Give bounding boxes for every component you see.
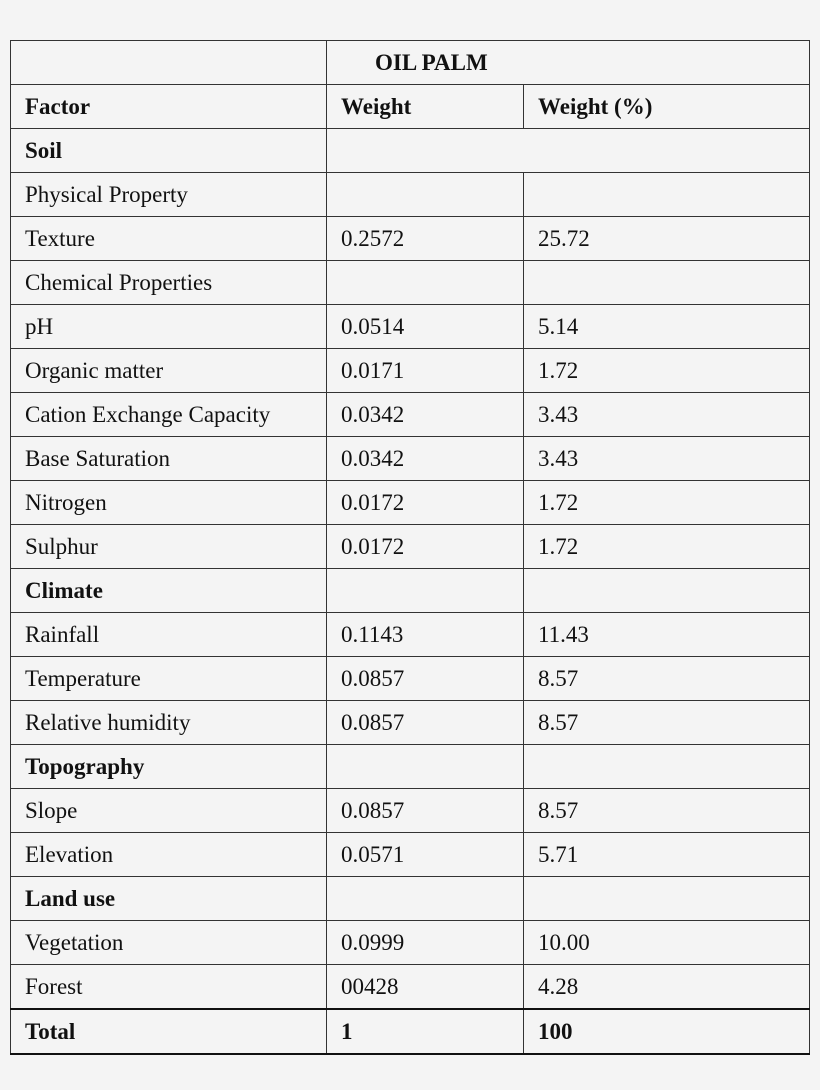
table-row [11,525,810,569]
weight-cell [327,261,524,305]
weight-cell: 0.2572 [327,217,524,261]
weights-table-container [10,40,809,1055]
table-row [11,745,810,789]
weight-percent-cell [524,261,810,305]
table-body [11,41,810,1055]
table-row [11,921,810,965]
header-weight-percent: Weight (%) [524,85,810,129]
factor-cell: Rainfall [11,613,327,657]
weight-percent-cell: 25.72 [524,217,810,261]
factor-cell: Relative humidity [11,701,327,745]
header-weight: Weight [327,85,524,129]
total-weight: 1 [327,1009,524,1054]
weight-percent-cell: 4.28 [524,965,810,1010]
weight-percent-cell [524,745,810,789]
weight-cell: 0.1143 [327,613,524,657]
weight-percent-cell: 1.72 [524,349,810,393]
merged-value-cell [327,129,810,173]
header-factor: Factor [11,85,327,129]
factor-cell: Cation Exchange Capacity [11,393,327,437]
weight-cell: 0.0342 [327,393,524,437]
total-row [11,1009,810,1054]
table-row [11,833,810,877]
factor-cell: Physical Property [11,173,327,217]
table-row [11,393,810,437]
factor-cell: Slope [11,789,327,833]
weight-percent-cell: 8.57 [524,789,810,833]
weight-percent-cell: 5.14 [524,305,810,349]
weight-percent-cell: 3.43 [524,437,810,481]
weight-percent-cell [524,569,810,613]
weight-cell [327,173,524,217]
empty-corner-cell [11,41,327,85]
weight-percent-cell: 3.43 [524,393,810,437]
table-row [11,481,810,525]
weight-cell [327,569,524,613]
total-label: Total [11,1009,327,1054]
weight-cell: 0.0999 [327,921,524,965]
weight-percent-cell: 11.43 [524,613,810,657]
weight-percent-cell: 8.57 [524,657,810,701]
table-row [11,965,810,1010]
factor-cell: Elevation [11,833,327,877]
weight-cell: 0.0172 [327,481,524,525]
weight-cell: 0.0342 [327,437,524,481]
factor-cell: Vegetation [11,921,327,965]
crop-title: OIL PALM [327,41,810,85]
weight-cell [327,745,524,789]
factor-cell: Land use [11,877,327,921]
factor-cell: Forest [11,965,327,1010]
weight-cell [327,877,524,921]
weight-percent-cell: 8.57 [524,701,810,745]
weight-percent-cell [524,173,810,217]
factor-cell: Nitrogen [11,481,327,525]
factor-weights-table [10,40,810,1055]
weight-cell: 0.0857 [327,789,524,833]
table-row [11,349,810,393]
table-row [11,261,810,305]
table-row [11,789,810,833]
table-row [11,657,810,701]
table-row [11,877,810,921]
table-row [11,569,810,613]
factor-cell: Topography [11,745,327,789]
factor-cell: pH [11,305,327,349]
table-row [11,613,810,657]
factor-cell: Soil [11,129,327,173]
weight-cell: 0.0171 [327,349,524,393]
weight-cell: 00428 [327,965,524,1010]
weight-cell: 0.0857 [327,657,524,701]
weight-percent-cell: 1.72 [524,525,810,569]
weight-percent-cell: 10.00 [524,921,810,965]
factor-cell: Climate [11,569,327,613]
weight-percent-cell: 5.71 [524,833,810,877]
weight-cell: 0.0172 [327,525,524,569]
table-row [11,701,810,745]
table-row [11,437,810,481]
weight-percent-cell: 1.72 [524,481,810,525]
factor-cell: Temperature [11,657,327,701]
weight-cell: 0.0571 [327,833,524,877]
weight-cell: 0.0514 [327,305,524,349]
header-row [11,85,810,129]
table-row [11,173,810,217]
factor-cell: Texture [11,217,327,261]
factor-cell: Sulphur [11,525,327,569]
table-row [11,129,810,173]
factor-cell: Base Saturation [11,437,327,481]
table-row [11,217,810,261]
table-row [11,305,810,349]
total-weight-percent: 100 [524,1009,810,1054]
factor-cell: Organic matter [11,349,327,393]
weight-percent-cell [524,877,810,921]
crop-title-row [11,41,810,85]
weight-cell: 0.0857 [327,701,524,745]
factor-cell: Chemical Properties [11,261,327,305]
